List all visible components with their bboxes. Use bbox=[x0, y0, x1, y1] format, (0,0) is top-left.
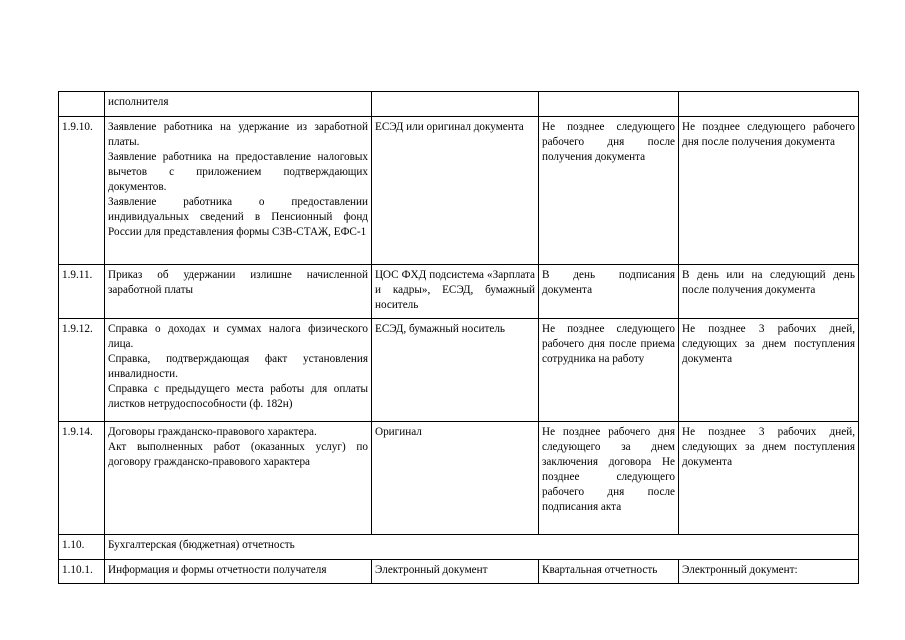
document-name: Акт выполненных работ (оказанных услуг) по договору гражданско-правового характера bbox=[108, 441, 368, 468]
table-row bbox=[59, 560, 859, 584]
document-name: Справка о доходах и суммах налога физического лица. bbox=[108, 323, 368, 350]
document-name-cell: Информация и формы отчетности получателя bbox=[105, 560, 372, 584]
document-name-cell bbox=[105, 92, 372, 117]
processing-deadline-cell: Не позднее следующего рабочего дня после получения документа bbox=[679, 117, 859, 265]
submission-deadline-cell: Не позднее следующего рабочего дня после приема сотрудника на работу bbox=[539, 319, 679, 422]
document-name-cell bbox=[105, 319, 372, 422]
document-name: Договоры гражданско-правового характера. bbox=[108, 426, 317, 438]
row-number bbox=[59, 92, 105, 117]
document-name-cell bbox=[105, 265, 372, 319]
processing-deadline-cell: В день или на следующий день после получения документа bbox=[679, 265, 859, 319]
section-title: Бухгалтерская (бюджетная) отчетность bbox=[105, 535, 859, 560]
submission-deadline-cell: Квартальная отчетность bbox=[539, 560, 679, 584]
processing-deadline-cell: Электронный документ: bbox=[679, 560, 859, 584]
submission-form-cell: ЕСЭД, бумажный носитель bbox=[372, 319, 539, 422]
table-row bbox=[59, 117, 859, 265]
row-number: 1.9.10. bbox=[59, 117, 105, 265]
row-number: 1.10.1. bbox=[59, 560, 105, 584]
document-name: Заявление работника на удержание из заработной платы. bbox=[108, 121, 368, 148]
submission-form-cell: ЦОС ФХД подсистема «Зарплата и кадры», ЕСЭД, бумажный носитель bbox=[372, 265, 539, 319]
section-row bbox=[59, 535, 859, 560]
table-row bbox=[59, 422, 859, 535]
submission-form-cell: Электронный документ bbox=[372, 560, 539, 584]
processing-deadline-cell: Не позднее 3 рабочих дней, следующих за днем поступления документа bbox=[679, 422, 859, 535]
table-row bbox=[59, 92, 859, 117]
document-name: Приказ об удержании излишне начисленной заработной платы bbox=[108, 269, 368, 296]
document-name: Заявление работника о предоставлении индивидуальных сведений в Пенсионный фонд России для представления формы СЗВ-СТАЖ, ЕФС-1 bbox=[108, 196, 368, 238]
table-row bbox=[59, 319, 859, 422]
document-name: Справка, подтверждающая факт установления инвалидности. bbox=[108, 353, 368, 380]
row-number: 1.9.12. bbox=[59, 319, 105, 422]
document-name: Справка с предыдущего места работы для оплаты листков нетрудоспособности (ф. 182н) bbox=[108, 383, 368, 410]
document-name: исполнителя bbox=[108, 96, 169, 108]
submission-form-cell: Оригинал bbox=[372, 422, 539, 535]
submission-form-cell: ЕСЭД или оригинал документа bbox=[372, 117, 539, 265]
document-name: Заявление работника на предоставление налоговых вычетов с приложением подтверждающих документов. bbox=[108, 151, 368, 193]
table-row bbox=[59, 265, 859, 319]
document-name-cell bbox=[105, 422, 372, 535]
processing-deadline-cell bbox=[679, 92, 859, 117]
section-number: 1.10. bbox=[59, 535, 105, 560]
document-name-cell bbox=[105, 117, 372, 265]
processing-deadline-cell: Не позднее 3 рабочих дней, следующих за днем поступления документа bbox=[679, 319, 859, 422]
submission-deadline-cell: В день подписания документа bbox=[539, 265, 679, 319]
submission-deadline-cell: Не позднее рабочего дня следующего за днем заключения договора Не позднее следующего рабочего дня после подписания акта bbox=[539, 422, 679, 535]
submission-deadline-cell bbox=[539, 92, 679, 117]
submission-deadline-cell: Не позднее следующего рабочего дня после получения документа bbox=[539, 117, 679, 265]
row-number: 1.9.14. bbox=[59, 422, 105, 535]
document-table bbox=[58, 91, 859, 584]
submission-form-cell bbox=[372, 92, 539, 117]
row-number: 1.9.11. bbox=[59, 265, 105, 319]
